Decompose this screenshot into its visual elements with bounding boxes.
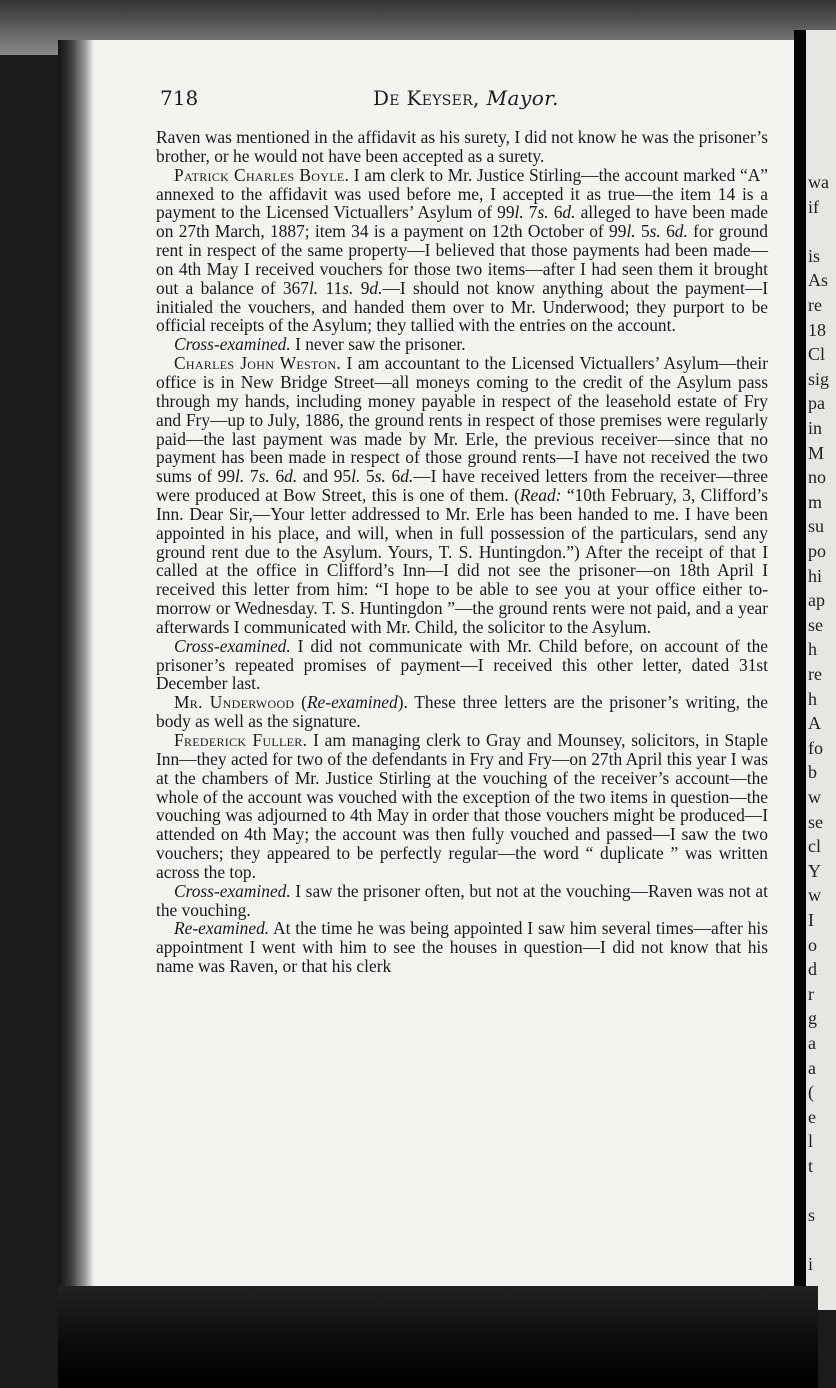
facing-page-fragment: cl [808, 836, 821, 857]
facing-page-fragment: i [808, 1254, 814, 1275]
paragraph-text: —I should not know anything about the payment—I initialed the vouchers, and handed them over to Mr. Underwood; they purport to be official receipts of the Asylum; they tallied with the entries on the account. [156, 277, 769, 336]
facing-page-fragment: Cl [808, 344, 826, 365]
facing-page-fragment: no [808, 467, 826, 488]
paragraph [156, 731, 768, 882]
italic-text: d. [674, 221, 688, 242]
facing-page-fragment: sig [808, 368, 830, 389]
paragraph-text: I am managing clerk to Gray and Mounsey, solicitors, in Staple Inn—they acted for two of the defendants in Fry and Fry—on 27th April this year I was at the chambers of Mr. Justice Stirling at the vouching of the receiver’s account—the whole of the account was vouched with the exception of the two items in question—the vouching was adjourned to 4th May in order that those vouchers might be produced—I attended on 4th May; the account was then fully vouched and passed—I saw the two vouchers; they appeared to be perfectly regular—the word “ duplicate ” was written across the top. [156, 730, 768, 882]
facing-page-fragment: ap [808, 590, 825, 611]
paragraph-text: I am accountant to the Licensed Victuallers’ Asylum—their office is in New Bridge Street—all moneys coming to the credit of the Asylum pass through my hands, including money payable in respect of the leasehold estate of Fry and Fry—up to July, 1886, the ground rents in respect of those premises were regularly paid—the last payment was made by Mr. Erle, the previous receiver—since that no payment has been made in respect of those ground rents—I have not received the two sums of 99 [156, 353, 768, 487]
facing-page-fragment: b [808, 762, 817, 783]
paragraph-text: ( [294, 692, 307, 713]
italic-text: s. [342, 277, 354, 298]
paragraph-text: I did not communicate with Mr. Child before, on account of the prisoner’s repeated promises of payment—I received this other letter, dated 31st December last. [156, 635, 768, 694]
italic-text: s. [258, 466, 270, 487]
facing-page-fragment: re [808, 664, 822, 684]
facing-page-fragment: A [808, 713, 821, 734]
page-body-text [156, 128, 768, 976]
italic-text: Cross-examined. [174, 334, 291, 355]
facing-page-fragment: d [808, 959, 817, 980]
facing-page-fragment: h [808, 688, 817, 709]
facing-page-fragment: a [808, 1057, 816, 1078]
italic-text: s. [374, 466, 386, 487]
running-head-title: Mayor. [486, 86, 560, 110]
italic-text: Re-examined [306, 692, 398, 713]
facing-page-edge [806, 30, 836, 1310]
italic-text: Cross-examined. [174, 635, 291, 656]
paragraph-text: 6 [269, 466, 285, 487]
italic-text: d. [284, 466, 298, 487]
paragraph-text: I never saw the prisoner. [290, 334, 466, 355]
facing-page-fragment: if [808, 196, 819, 217]
facing-page-fragment: po [808, 541, 826, 561]
speaker-name: Charles John Weston. [174, 353, 341, 374]
paragraph-text: —I have received letters from the receiver—three were produced at Bow Street, this is one of them. ( [156, 466, 769, 506]
paragraph-text: ). These three letters are the prisoner’s writing, the body as well as the signature. [156, 692, 768, 732]
facing-page-fragment: 18 [808, 319, 826, 340]
paragraph [156, 128, 768, 166]
facing-page-fragment: hi [808, 565, 823, 586]
facing-page-fragment: s [808, 1205, 816, 1226]
facing-page-fragment: M [808, 442, 825, 463]
paragraph-text: I am clerk to Mr. Justice Stirling—the account marked “A” annexed to the affidavit was used before me, I accepted it as true—the item 14 is a payment to the Licensed Victuallers’ Asylum of 99 [156, 164, 768, 223]
paragraph-text: At the time he was being appointed I saw him several times—after his appointment I went with him to see the houses in question—I did not know that his name was Raven, or that his clerk [156, 918, 768, 977]
facing-page-fragment: r [808, 983, 814, 1004]
speaker-name: Frederick Fuller. [174, 730, 308, 750]
paragraph-text: for ground rent in respect of the same property—I believed that those payments had been made—on 4th May I received vouchers for those two items—after I had seen them it brought out a balance of 367 [156, 221, 769, 298]
scan-bottom-shadow [58, 1286, 818, 1388]
italic-text: l. [351, 466, 361, 487]
italic-text: l. [308, 277, 319, 298]
paragraph-text: alleged to have been made on 27th March, 1887; item 34 is a payment on 12th October of 99 [156, 202, 768, 242]
paragraph [156, 637, 768, 694]
paragraph [156, 354, 768, 637]
page-number: 718 [160, 86, 199, 110]
page-edge-divider [794, 30, 806, 1320]
paragraph [156, 166, 768, 336]
italic-text: d. [369, 277, 383, 298]
paragraph-text: Raven was mentioned in the affidavit as his surety, I did not know he was the prisoner’s brother, or he would not have been accepted as a surety. [156, 127, 768, 166]
facing-page-fragment: re [808, 295, 822, 315]
paragraph-text: 6 [385, 466, 401, 487]
paragraph-text: 9 [353, 277, 370, 298]
facing-page-fragment: m [808, 491, 823, 512]
facing-page-fragment: w [808, 787, 821, 807]
italic-text: Re-examined. [174, 918, 270, 939]
facing-page-fragment: e [808, 1106, 816, 1127]
paragraph-text: 6 [548, 202, 563, 223]
italic-text: d. [400, 466, 414, 487]
facing-page-fragment: pa [808, 393, 825, 414]
facing-page-fragment: is [808, 245, 821, 266]
paragraph [156, 882, 768, 920]
paragraph-text: 5 [635, 221, 650, 242]
paragraph-text: “10th February, 3, Clifford’s Inn. Dear Sir,—Your letter addressed to Mr. Erle has been handed to me. I have been appointed in his place, and will, when in full possession of the particulars, send any ground rent due to the Asylum. Yours, T. S. Huntingdon.”) After the receipt of that I called at the office in Clifford’s Inn—I did not see the prisoner—on 18th April I received this letter from him: “I hope to be able to see you at your office either to-morrow or Wednesday. T. S. Huntingdon ”—the ground rents were not paid, and a year afterwards I communicated with Mr. Child, the solicitor to the Asylum. [156, 485, 768, 637]
italic-text: Cross-examined. [174, 880, 291, 901]
paragraph-text: 11 [318, 277, 343, 298]
paragraph [156, 919, 768, 976]
paragraph-text: and 95 [297, 466, 352, 487]
facing-page-fragment: a [808, 1033, 816, 1053]
facing-page-fragment: w [808, 885, 821, 906]
running-head [160, 86, 772, 110]
facing-page-fragment: o [808, 934, 817, 955]
speaker-name: Mr. Underwood [174, 692, 295, 713]
paragraph-text: 7 [244, 466, 259, 487]
facing-page-fragment: t [808, 1156, 814, 1176]
paragraph-text: I saw the prisoner often, but not at the vouching—Raven was not at the vouching. [156, 880, 768, 920]
facing-page-fragment: su [808, 516, 825, 537]
paragraph [156, 335, 768, 354]
italic-text: Read: [519, 485, 562, 506]
facing-page-fragment: se [808, 811, 823, 832]
paragraph-text: 5 [360, 466, 375, 487]
facing-page-fragment: As [808, 270, 829, 291]
italic-text: l. [235, 466, 245, 487]
facing-page-fragment: se [808, 614, 823, 635]
facing-page-fragment: g [808, 1008, 817, 1029]
facing-page-fragment: Y [808, 860, 821, 881]
facing-page-fragment: h [808, 639, 817, 660]
paragraph-text: 7 [523, 202, 538, 223]
running-head-name: De Keyser, [372, 86, 480, 110]
speaker-name: Patrick Charles Boyle. [174, 164, 350, 185]
italic-text: d. [562, 202, 576, 223]
facing-page-fragment: ( [808, 1082, 814, 1103]
italic-text: l. [514, 202, 524, 223]
facing-page-fragment: I [808, 910, 814, 930]
facing-page-fragment: l [808, 1131, 814, 1152]
facing-page-fragment: wa [808, 172, 829, 192]
italic-text: s. [537, 202, 549, 223]
page-header [160, 86, 772, 114]
paragraph [156, 693, 768, 731]
binding-gutter-shadow [58, 40, 94, 1310]
paragraph-text: 6 [660, 221, 675, 242]
italic-text: s. [649, 221, 661, 242]
facing-page-fragment: fo [808, 737, 823, 758]
facing-page-fragment: in [808, 418, 823, 438]
italic-text: l. [626, 221, 636, 242]
